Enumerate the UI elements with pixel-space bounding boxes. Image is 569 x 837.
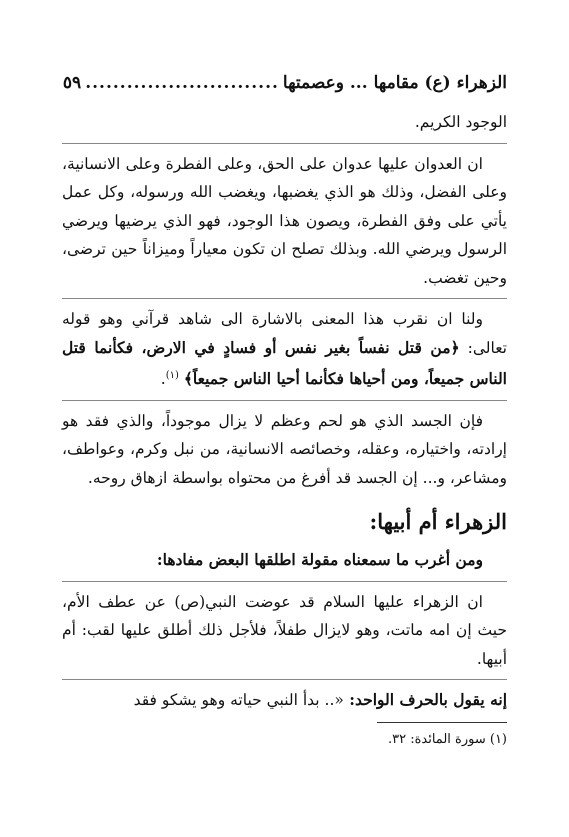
page-header [62, 68, 507, 98]
continuation-line: الوجود الكريم. [414, 113, 507, 131]
paragraph-divider [62, 298, 507, 299]
quran-quote: ﴿من قتل نفساً بغير نفس أو فسادٍ في الارض، فكأنما قتل الناس جميعاً، ومن أحياها فكأنما أحيا الناس جميعاً﴾ [62, 337, 507, 389]
footnote: (١) سورة المائدة: ٣٢. [387, 732, 507, 747]
footnote-separator [377, 722, 507, 723]
paragraph-3: فإن الجسد الذي هو لحم وعظم لا يزال موجوداً، والذي فقد هو إرادته، واختياره، وعقله، وخصائصه الانسانية، من نبل وكرم، وعواطف، ومشاعر، و... إن الجسد قد أفرغ من محتواه بواسطة ازهاق روحه. [62, 411, 507, 487]
paragraph-2-intro: ولنا ان نقرب هذا المعنى بالاشارة الى شاهد قرآني وهو قوله تعالى: [62, 310, 507, 357]
page-number: ٥٩ [62, 73, 82, 93]
paragraph-1: ان العدوان عليها عدوان على الحق، وعلى الفطرة وعلى الانسانية، وعلى الفضل، وذلك هو الذي يغضبها، ويغضب الله ورسوله، وكل عمل يأتي على وفق الفطرة، ويصون هذا الوجود، فهو الذي يرضيها ويرضي الرسول ويرضي الله. وبذلك تصلح ان تكون معياراً وميزاناً حين ترضى، وحين تغضب. [62, 154, 507, 287]
paragraph-4: ان الزهراء عليها السلام قد عوضت النبي(ص) عن عطف الأم، حيث إن امه ماتت، وهو لايزال طفلاً، فلأجل ذلك أطلق عليها لقب: أم أبيها. [62, 592, 507, 668]
running-title: الزهراء (ع) مقامها ... وعصمتها [282, 73, 507, 93]
header-leader-dots: ............................ [85, 73, 279, 93]
footnote-ref: (١) [165, 370, 179, 381]
paragraph-5-lead: إنه يقول بالحرف الواحد: [343, 690, 507, 710]
paragraph-divider [62, 679, 507, 680]
section-heading: الزهراء أم أبيها: [369, 509, 507, 535]
page-body [62, 108, 507, 721]
paragraph-2-end: . [160, 370, 166, 389]
paragraph-2 [62, 305, 507, 394]
paragraph-divider [62, 400, 507, 401]
paragraph-5-text: «.. بدأ النبي حياته وهو يشكو فقد [133, 691, 344, 710]
section-subheading: ومن أغرب ما سمعناه مقولة اطلقها البعض مفادها: [156, 550, 483, 570]
paragraph-5 [62, 686, 507, 715]
paragraph-divider [62, 143, 507, 144]
paragraph-divider [62, 581, 507, 582]
